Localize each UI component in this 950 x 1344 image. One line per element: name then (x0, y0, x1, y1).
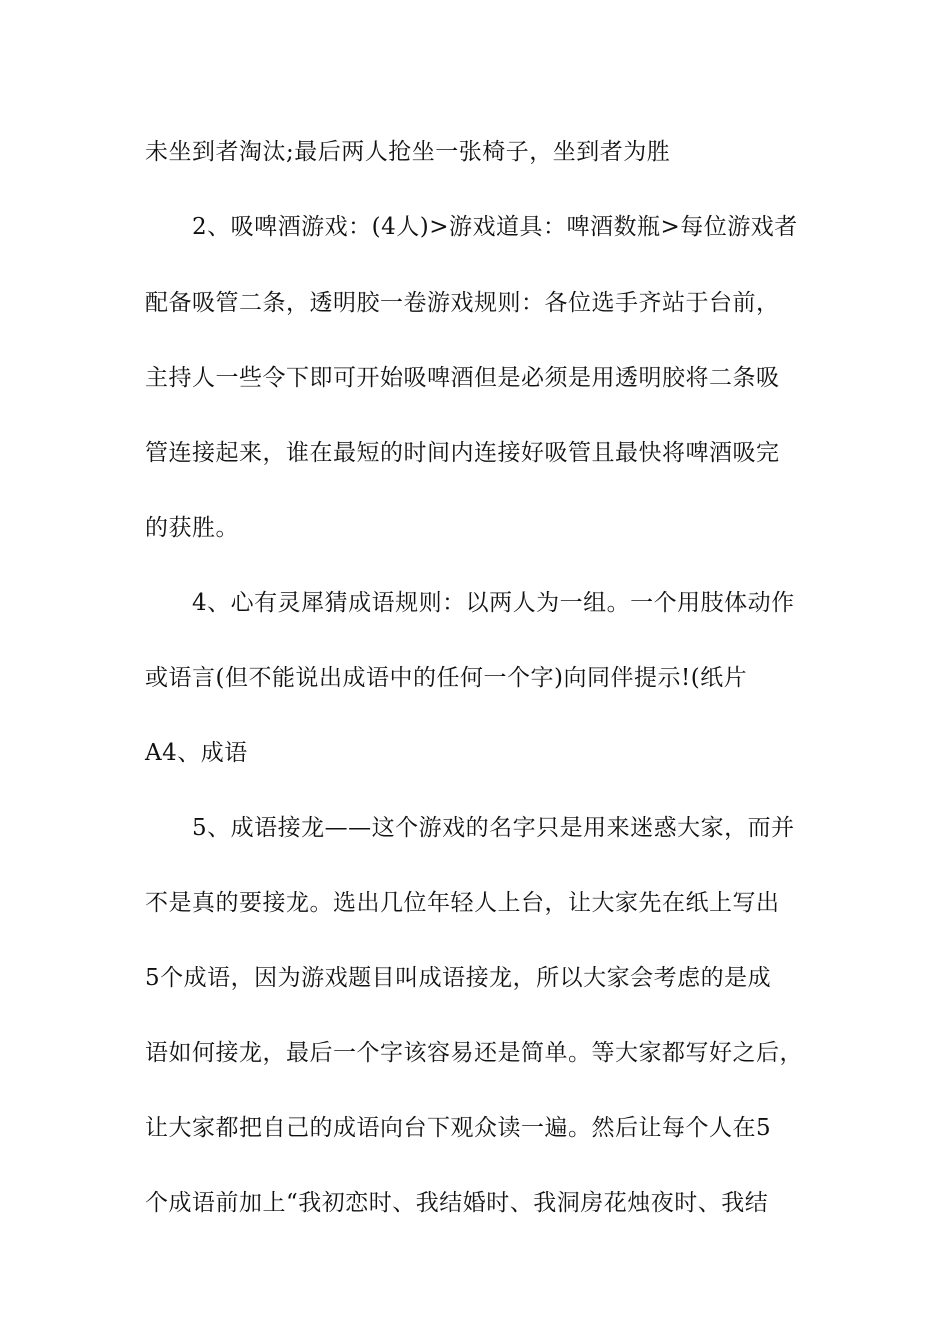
paragraph-4-start: 4、心有灵犀猜成语规则：以两人为一组。一个用肢体动作 (192, 590, 795, 616)
text-line-6: 的获胜。 (145, 515, 239, 541)
text-line-15: 个成语前加上“我初恋时、我结婚时、我洞房花烛夜时、我结 (145, 1190, 769, 1216)
text-line-5: 管连接起来，谁在最短的时间内连接好吸管且最快将啤酒吸完 (145, 440, 780, 466)
text-line-14: 让大家都把自己的成语向台下观众读一遍。然后让每个人在5 (145, 1115, 772, 1141)
text-line-9: A4、成语 (145, 740, 248, 766)
text-line-13: 语如何接龙，最后一个字该容易还是简单。等大家都写好之后， (145, 1040, 803, 1066)
paragraph-5-start: 5、成语接龙——这个游戏的名字只是用来迷惑大家，而并 (192, 815, 795, 841)
paragraph-2-start: 2、吸啤酒游戏：(4人)>游戏道具：啤酒数瓶>每位游戏者 (192, 214, 798, 240)
text-line-1: 未坐到者淘汰;最后两人抢坐一张椅子，坐到者为胜 (145, 139, 671, 165)
text-line-4: 主持人一些令下即可开始吸啤酒但是必须是用透明胶将二条吸 (145, 365, 780, 391)
text-line-11: 不是真的要接龙。选出几位年轻人上台，让大家先在纸上写出 (145, 890, 780, 916)
text-line-12: 5个成语，因为游戏题目叫成语接龙，所以大家会考虑的是成 (145, 965, 772, 991)
text-line-8: 或语言(但不能说出成语中的任何一个字)向同伴提示!(纸片 (145, 665, 748, 691)
text-line-3: 配备吸管二条，透明胶一卷游戏规则：各位选手齐站于台前， (145, 290, 780, 316)
